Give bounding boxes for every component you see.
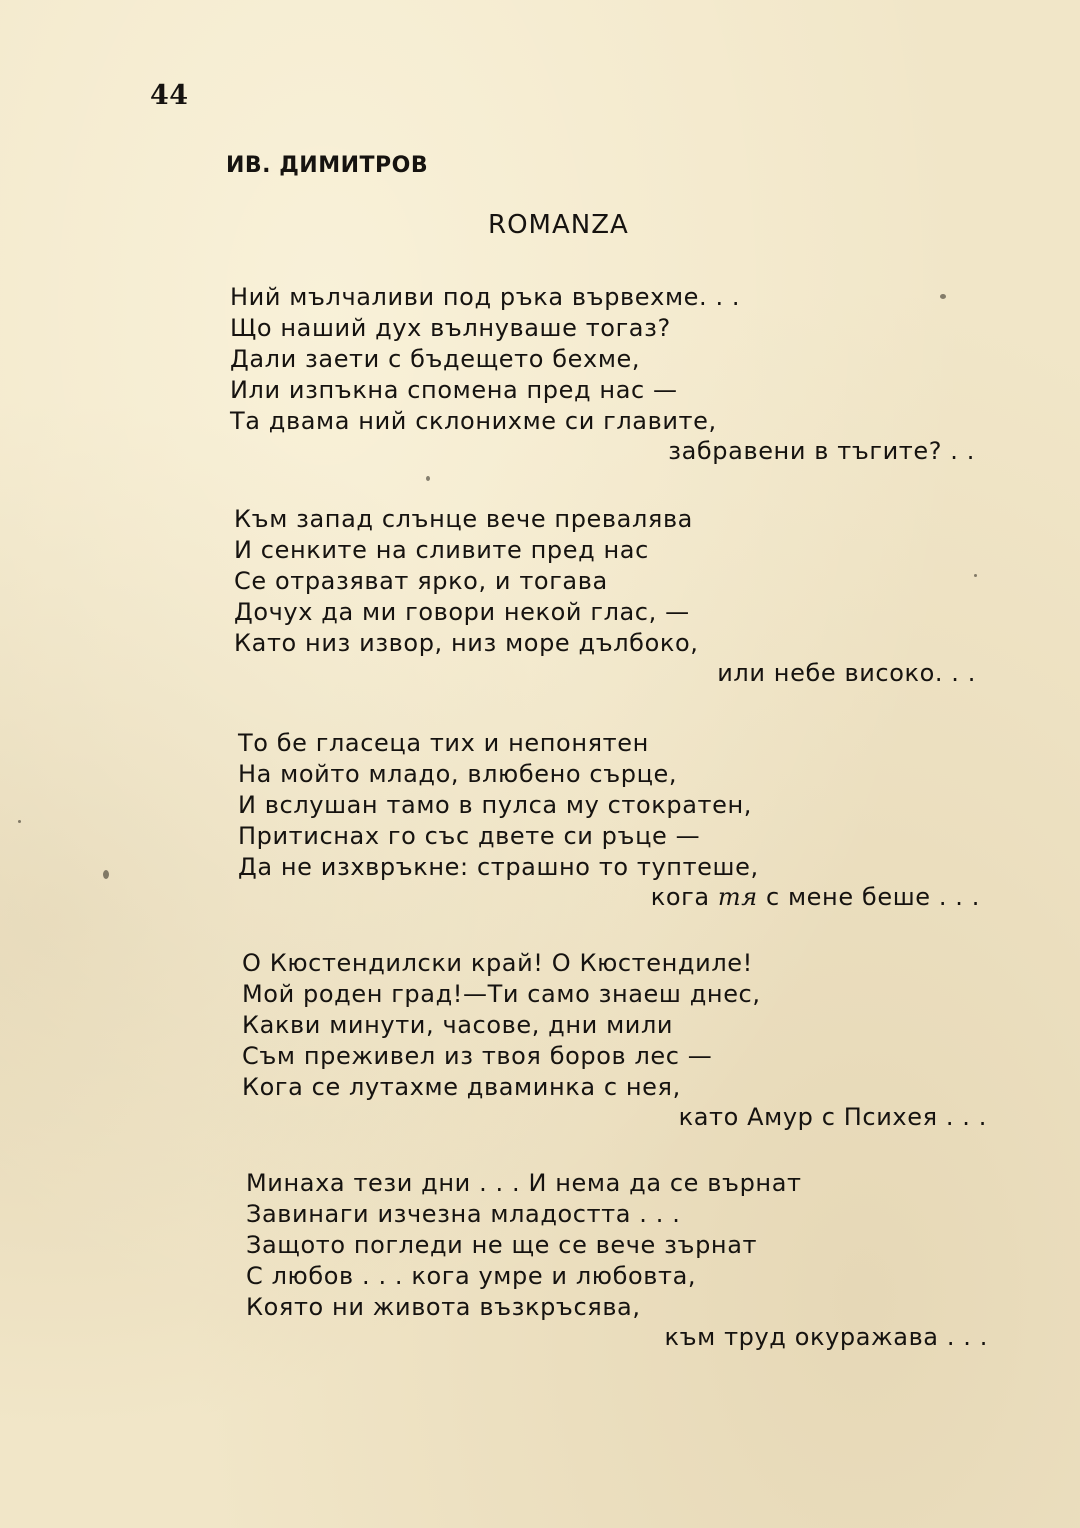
verse-line: Се отразяват ярко, и тогава	[234, 567, 608, 595]
verse-line: Която ни живота възкръсява,	[246, 1293, 641, 1321]
verse-line: Ний мълчаливи под ръка вървехме. . .	[230, 283, 741, 311]
verse-line: И сенките на сливите пред нас	[234, 536, 649, 564]
verse-line: То бе гласеца тих и непонятен	[238, 729, 649, 757]
verse-line: Притиснах го със двете си ръце —	[238, 822, 701, 850]
paper-speck	[103, 870, 109, 879]
paper-speck	[940, 294, 946, 299]
verse-line: Защото погледи не ще се вече зърнат	[246, 1231, 758, 1259]
tail-part-italic: тя	[717, 883, 758, 911]
paper-speck	[974, 574, 977, 577]
verse-line: Що наший дух вълнуваше тогаз?	[230, 314, 671, 342]
verse-tail-line: или небе високо. . .	[717, 659, 976, 687]
verse-line: Завинаги изчезна младостта . . .	[246, 1200, 681, 1228]
verse-tail-line: като Амур с Психея . . .	[678, 1103, 987, 1131]
verse-line: Та двама ний склонихме си главите,	[230, 407, 717, 435]
verse-line: Дали заети с бъдещето бехме,	[230, 345, 641, 373]
verse-line: Да не изхвръкне: страшно то туптеше,	[238, 853, 759, 881]
verse-line: Като низ извор, низ море дълбоко,	[234, 629, 699, 657]
stanza-1	[230, 282, 975, 465]
verse-line: Какви минути, часове, дни мили	[242, 1011, 674, 1039]
paper-speck	[426, 476, 430, 481]
verse-line: Мой роден град!—Ти само знаеш днес,	[242, 980, 761, 1008]
stanza-2	[234, 504, 976, 687]
verse-line: О Кюстендилски край! О Кюстендиле!	[242, 949, 753, 977]
stanza-4	[242, 948, 987, 1131]
poem-title: ROMANZA	[488, 210, 629, 240]
tail-part: кога	[650, 883, 718, 911]
verse-line: Съм преживел из твоя боров лес —	[242, 1042, 713, 1070]
verse-line: Минаха тези дни . . . И нема да се върнат	[246, 1169, 802, 1197]
verse-line: Към запад слънце вече превалява	[234, 505, 693, 533]
paper-speck	[18, 820, 21, 823]
stanza-3	[238, 728, 980, 911]
verse-tail-line: забравени в тъгите? . .	[668, 437, 975, 465]
verse-line: На мойто младо, влюбено сърце,	[238, 760, 678, 788]
tail-part: с мене беше . . .	[757, 883, 980, 911]
verse-line: Или изпъкна спомена пред нас —	[230, 376, 678, 404]
page-number: 44	[150, 80, 189, 111]
verse-tail-line: към труд окуражава . . .	[664, 1323, 988, 1351]
verse-line: С любов . . . кога умре и любовта,	[246, 1262, 697, 1290]
verse-line: Дочух да ми говори некой глас, —	[234, 598, 690, 626]
stanza-5	[246, 1168, 988, 1351]
poem-author: ИВ. ДИМИТРОВ	[226, 153, 429, 178]
verse-line: Кога се лутахме дваминка с нея,	[242, 1073, 681, 1101]
verse-tail-line	[238, 883, 980, 911]
verse-line: И вслушан тамо в пулса му стократен,	[238, 791, 752, 819]
